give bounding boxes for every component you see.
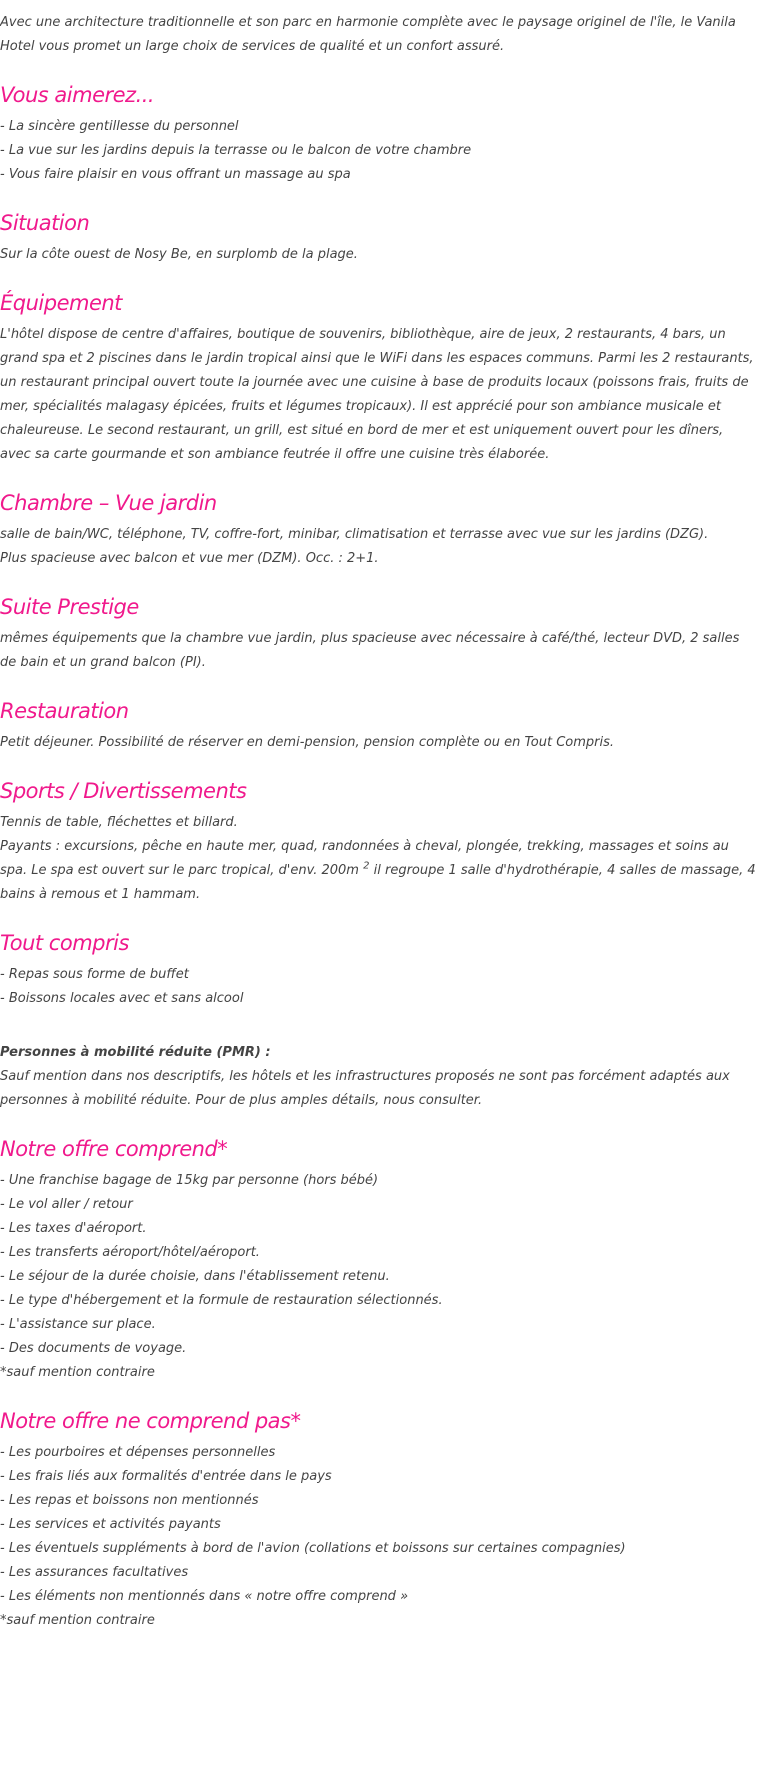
section-text: salle de bain/WC, téléphone, TV, coffre-fort, minibar, climatisation et terrasse avec vue sur les jardins (DZG). [0,527,709,542]
list-item: - Des documents de voyage. [0,1341,187,1356]
section-tout-compris [0,929,758,1011]
superscript: 2 [363,860,370,872]
section-suite [0,593,758,675]
footnote: *sauf mention contraire [0,1613,155,1628]
list-item: - Les éléments non mentionnés dans « notre offre comprend » [0,1589,409,1604]
section-title: Équipement [0,291,122,315]
pmr-title: Personnes à mobilité réduite (PMR) : [0,1045,271,1060]
section-vous-aimerez [0,81,758,187]
section-text: L'hôtel dispose de centre d'affaires, boutique de souvenirs, bibliothèque, aire de jeux, 2 restaurants, 4 bars, un grand spa et 2 piscines dans le jardin tropical ainsi que le WiFi dans les espaces communs. Parmi les 2 restaurants, un restaurant principal ouvert toute la journée avec une cuisine à base de produits locaux (poissons frais, fruits de mer, spécialités malagasy épicées, fruits et légumes tropicaux). Il est apprécié pour son ambiance musicale et chaleureuse. Le second restaurant, un grill, est situé en bord de mer et est uniquement ouvert pour les dîners, avec sa carte gourmande et son ambiance feutrée il offre une cuisine très élaborée. [0,327,754,462]
list-item: - Les taxes d'aéroport. [0,1221,147,1236]
section-text: Sur la côte ouest de Nosy Be, en surplomb de la plage. [0,247,358,262]
section-offre-ne-comprend-pas [0,1407,758,1633]
section-text: Plus spacieuse avec balcon et vue mer (DZM). Occ. : 2+1. [0,551,379,566]
footnote: *sauf mention contraire [0,1365,155,1380]
section-title: Situation [0,211,90,235]
list-item: - La vue sur les jardins depuis la terrasse ou le balcon de votre chambre [0,143,472,158]
section-text: Sauf mention dans nos descriptifs, les hôtels et les infrastructures proposés ne sont pas forcément adaptés aux personnes à mobilité réduite. Pour de plus amples détails, nous consulter. [0,1069,730,1108]
section-title: Notre offre comprend* [0,1137,228,1161]
list-item: - Les services et activités payants [0,1517,221,1532]
section-sports [0,777,758,907]
list-item: - Les transferts aéroport/hôtel/aéroport. [0,1245,260,1260]
section-title: Tout compris [0,931,129,955]
list-item: - Les assurances facultatives [0,1565,189,1580]
list-item: - Le séjour de la durée choisie, dans l'établissement retenu. [0,1269,390,1284]
section-situation [0,209,758,267]
section-pmr [0,1041,758,1113]
list-item: - Les frais liés aux formalités d'entrée dans le pays [0,1469,332,1484]
text-segment: il regroupe 1 salle d'hydrothérapie, 4 salles de massage, 4 bains à remous et 1 hammam. [0,863,756,902]
list-item: - Une franchise bagage de 15kg par personne (hors bébé) [0,1173,379,1188]
section-text: mêmes équipements que la chambre vue jardin, plus spacieuse avec nécessaire à café/thé, lecteur DVD, 2 salles de bain et un grand balcon (PI). [0,631,740,670]
list-item: - Le type d'hébergement et la formule de restauration sélectionnés. [0,1293,443,1308]
section-chambre [0,489,758,571]
list-item: - Les pourboires et dépenses personnelles [0,1445,276,1460]
section-title: Sports / Divertissements [0,779,247,803]
list-item: - Le vol aller / retour [0,1197,133,1212]
section-offre-comprend [0,1135,758,1385]
section-title: Restauration [0,699,129,723]
text-segment: Payants : excursions, pêche en haute mer, quad, randonnées à cheval, plongée, trekking, massages et soins au spa. Le spa est ouvert sur le parc tropical, d'env. 200m [0,839,729,878]
section-body [0,811,758,907]
feature-list [0,115,758,187]
list-item: - Les éventuels suppléments à bord de l'avion (collations et boissons sur certaines compagnies) [0,1541,626,1556]
list-item: - Vous faire plaisir en vous offrant un massage au spa [0,167,351,182]
intro-text: Avec une architecture traditionnelle et son parc en harmonie complète avec le paysage originel de l'île, le Vanila Hotel vous promet un large choix de services de qualité et un confort assuré. [0,15,736,54]
list-item: - Repas sous forme de buffet [0,967,189,982]
feature-list [0,1169,758,1385]
section-title: Vous aimerez... [0,83,155,107]
section-title: Chambre – Vue jardin [0,491,217,515]
section-text [0,835,758,907]
list-item: - La sincère gentillesse du personnel [0,119,239,134]
list-item: - L'assistance sur place. [0,1317,156,1332]
section-text: Tennis de table, fléchettes et billard. [0,815,238,830]
section-body [0,523,758,571]
feature-list [0,963,758,1011]
section-text: Petit déjeuner. Possibilité de réserver en demi-pension, pension complète ou en Tout Compris. [0,735,615,750]
list-item: - Les repas et boissons non mentionnés [0,1493,259,1508]
section-title: Notre offre ne comprend pas* [0,1409,301,1433]
section-title: Suite Prestige [0,595,139,619]
section-restauration [0,697,758,755]
list-item: - Boissons locales avec et sans alcool [0,991,244,1006]
section-equipement [0,289,758,467]
feature-list [0,1441,758,1633]
